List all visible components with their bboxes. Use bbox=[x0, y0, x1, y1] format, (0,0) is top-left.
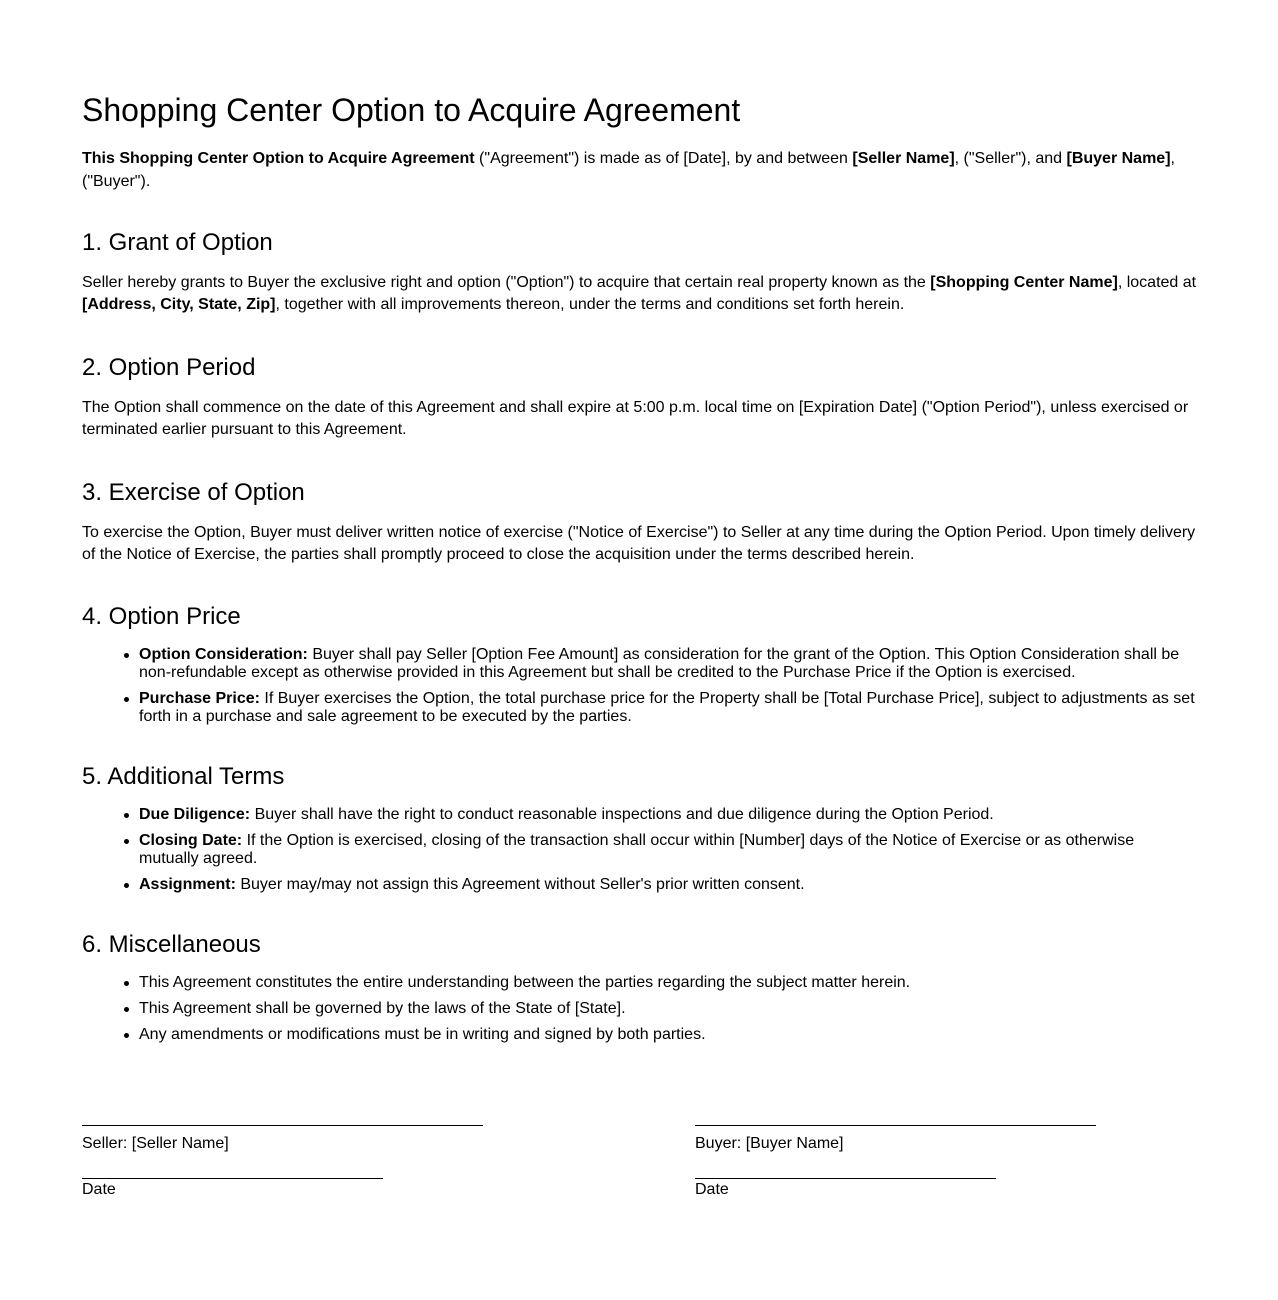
section-body-grant-of-option bbox=[82, 272, 1202, 316]
section-heading-grant-of-option: 1. Grant of Option bbox=[82, 229, 273, 256]
seller-date-label: Date bbox=[82, 1181, 116, 1198]
address-placeholder: [Address, City, State, Zip] bbox=[82, 296, 276, 313]
seller-date-line bbox=[82, 1178, 383, 1179]
section-body-exercise-of-option: To exercise the Option, Buyer must deliver written notice of exercise ("Notice of Exercise") to Seller at any time during the Option Period. Upon timely delivery of the Notice of Exercise, the parties shall promptly proceed to close the acquisition under the terms described herein. bbox=[82, 524, 1196, 563]
body-text: , together with all improvements thereon, under the terms and conditions set forth herein. bbox=[275, 296, 905, 313]
list-item-option-consideration bbox=[139, 646, 1202, 682]
body-text: , located at bbox=[1117, 274, 1197, 291]
section-heading-option-price: 4. Option Price bbox=[82, 603, 241, 630]
list-item-label: Purchase Price: bbox=[139, 690, 260, 707]
intro-text: , ("Seller"), and bbox=[954, 150, 1067, 167]
list-item-entire-agreement: This Agreement constitutes the entire understanding between the parties regarding the subject matter herein. bbox=[139, 974, 1202, 992]
seller-signature-label: Seller: [Seller Name] bbox=[82, 1135, 229, 1152]
list-item-amendments: Any amendments or modifications must be in writing and signed by both parties. bbox=[139, 1026, 1202, 1044]
option-price-list bbox=[82, 646, 1202, 734]
list-item-governing-law: This Agreement shall be governed by the laws of the State of [State]. bbox=[139, 1000, 1202, 1018]
buyer-date-line bbox=[695, 1178, 996, 1179]
list-item-text: If Buyer exercises the Option, the total purchase price for the Property shall be [Total Purchase Price], subject to adjustments as set forth in a purchase and sale agreement to be executed by the parties. bbox=[139, 690, 1195, 725]
document-title: Shopping Center Option to Acquire Agreement bbox=[82, 92, 741, 128]
section-heading-miscellaneous: 6. Miscellaneous bbox=[82, 931, 261, 958]
list-item-label: Closing Date: bbox=[139, 832, 243, 849]
additional-terms-list bbox=[82, 806, 1202, 902]
list-item-due-diligence bbox=[139, 806, 1202, 824]
seller-name-placeholder: [Seller Name] bbox=[852, 150, 955, 167]
list-item-assignment bbox=[139, 876, 1202, 894]
seller-signature-line bbox=[82, 1125, 483, 1126]
shopping-center-name-placeholder: [Shopping Center Name] bbox=[930, 274, 1118, 291]
list-item-text: Buyer shall pay Seller [Option Fee Amount] as consideration for the grant of the Option. This Option Consideration shall be non-refundable except as otherwise provided in this Agreement but shall be credited to the Purchase Price if the Option is exercised. bbox=[139, 646, 1180, 681]
list-item-purchase-price bbox=[139, 690, 1202, 726]
list-item-label: Due Diligence: bbox=[139, 806, 251, 823]
intro-text: , ("Buyer"). bbox=[82, 150, 1175, 190]
list-item-label: Option Consideration: bbox=[139, 646, 308, 663]
list-item-text: Buyer shall have the right to conduct reasonable inspections and due diligence during the Option Period. bbox=[250, 806, 994, 823]
buyer-name-placeholder: [Buyer Name] bbox=[1066, 150, 1171, 167]
miscellaneous-list bbox=[82, 974, 1202, 1052]
buyer-signature-label: Buyer: [Buyer Name] bbox=[695, 1135, 844, 1152]
body-text: Seller hereby grants to Buyer the exclusive right and option ("Option") to acquire that certain real property known as the bbox=[82, 274, 931, 291]
list-item-label: Assignment: bbox=[139, 876, 236, 893]
list-item-closing-date bbox=[139, 832, 1202, 868]
buyer-signature-line bbox=[695, 1125, 1096, 1126]
section-body-option-period: The Option shall commence on the date of this Agreement and shall expire at 5:00 p.m. local time on [Expiration Date] ("Option Period"), unless exercised or terminated earlier pursuant to this Agreement. bbox=[82, 399, 1189, 438]
section-heading-additional-terms: 5. Additional Terms bbox=[82, 763, 285, 790]
list-item-text: Buyer may/may not assign this Agreement without Seller's prior written consent. bbox=[235, 876, 805, 893]
buyer-date-label: Date bbox=[695, 1181, 729, 1198]
section-heading-exercise-of-option: 3. Exercise of Option bbox=[82, 479, 305, 506]
intro-text: ("Agreement") is made as of [Date], by and between bbox=[474, 150, 853, 167]
intro-paragraph bbox=[82, 147, 1197, 193]
intro-bold-lead: This Shopping Center Option to Acquire Agreement bbox=[82, 150, 475, 167]
list-item-text: If the Option is exercised, closing of the transaction shall occur within [Number] days of the Notice of Exercise or as otherwise mutually agreed. bbox=[139, 832, 1135, 867]
section-heading-option-period: 2. Option Period bbox=[82, 354, 256, 381]
